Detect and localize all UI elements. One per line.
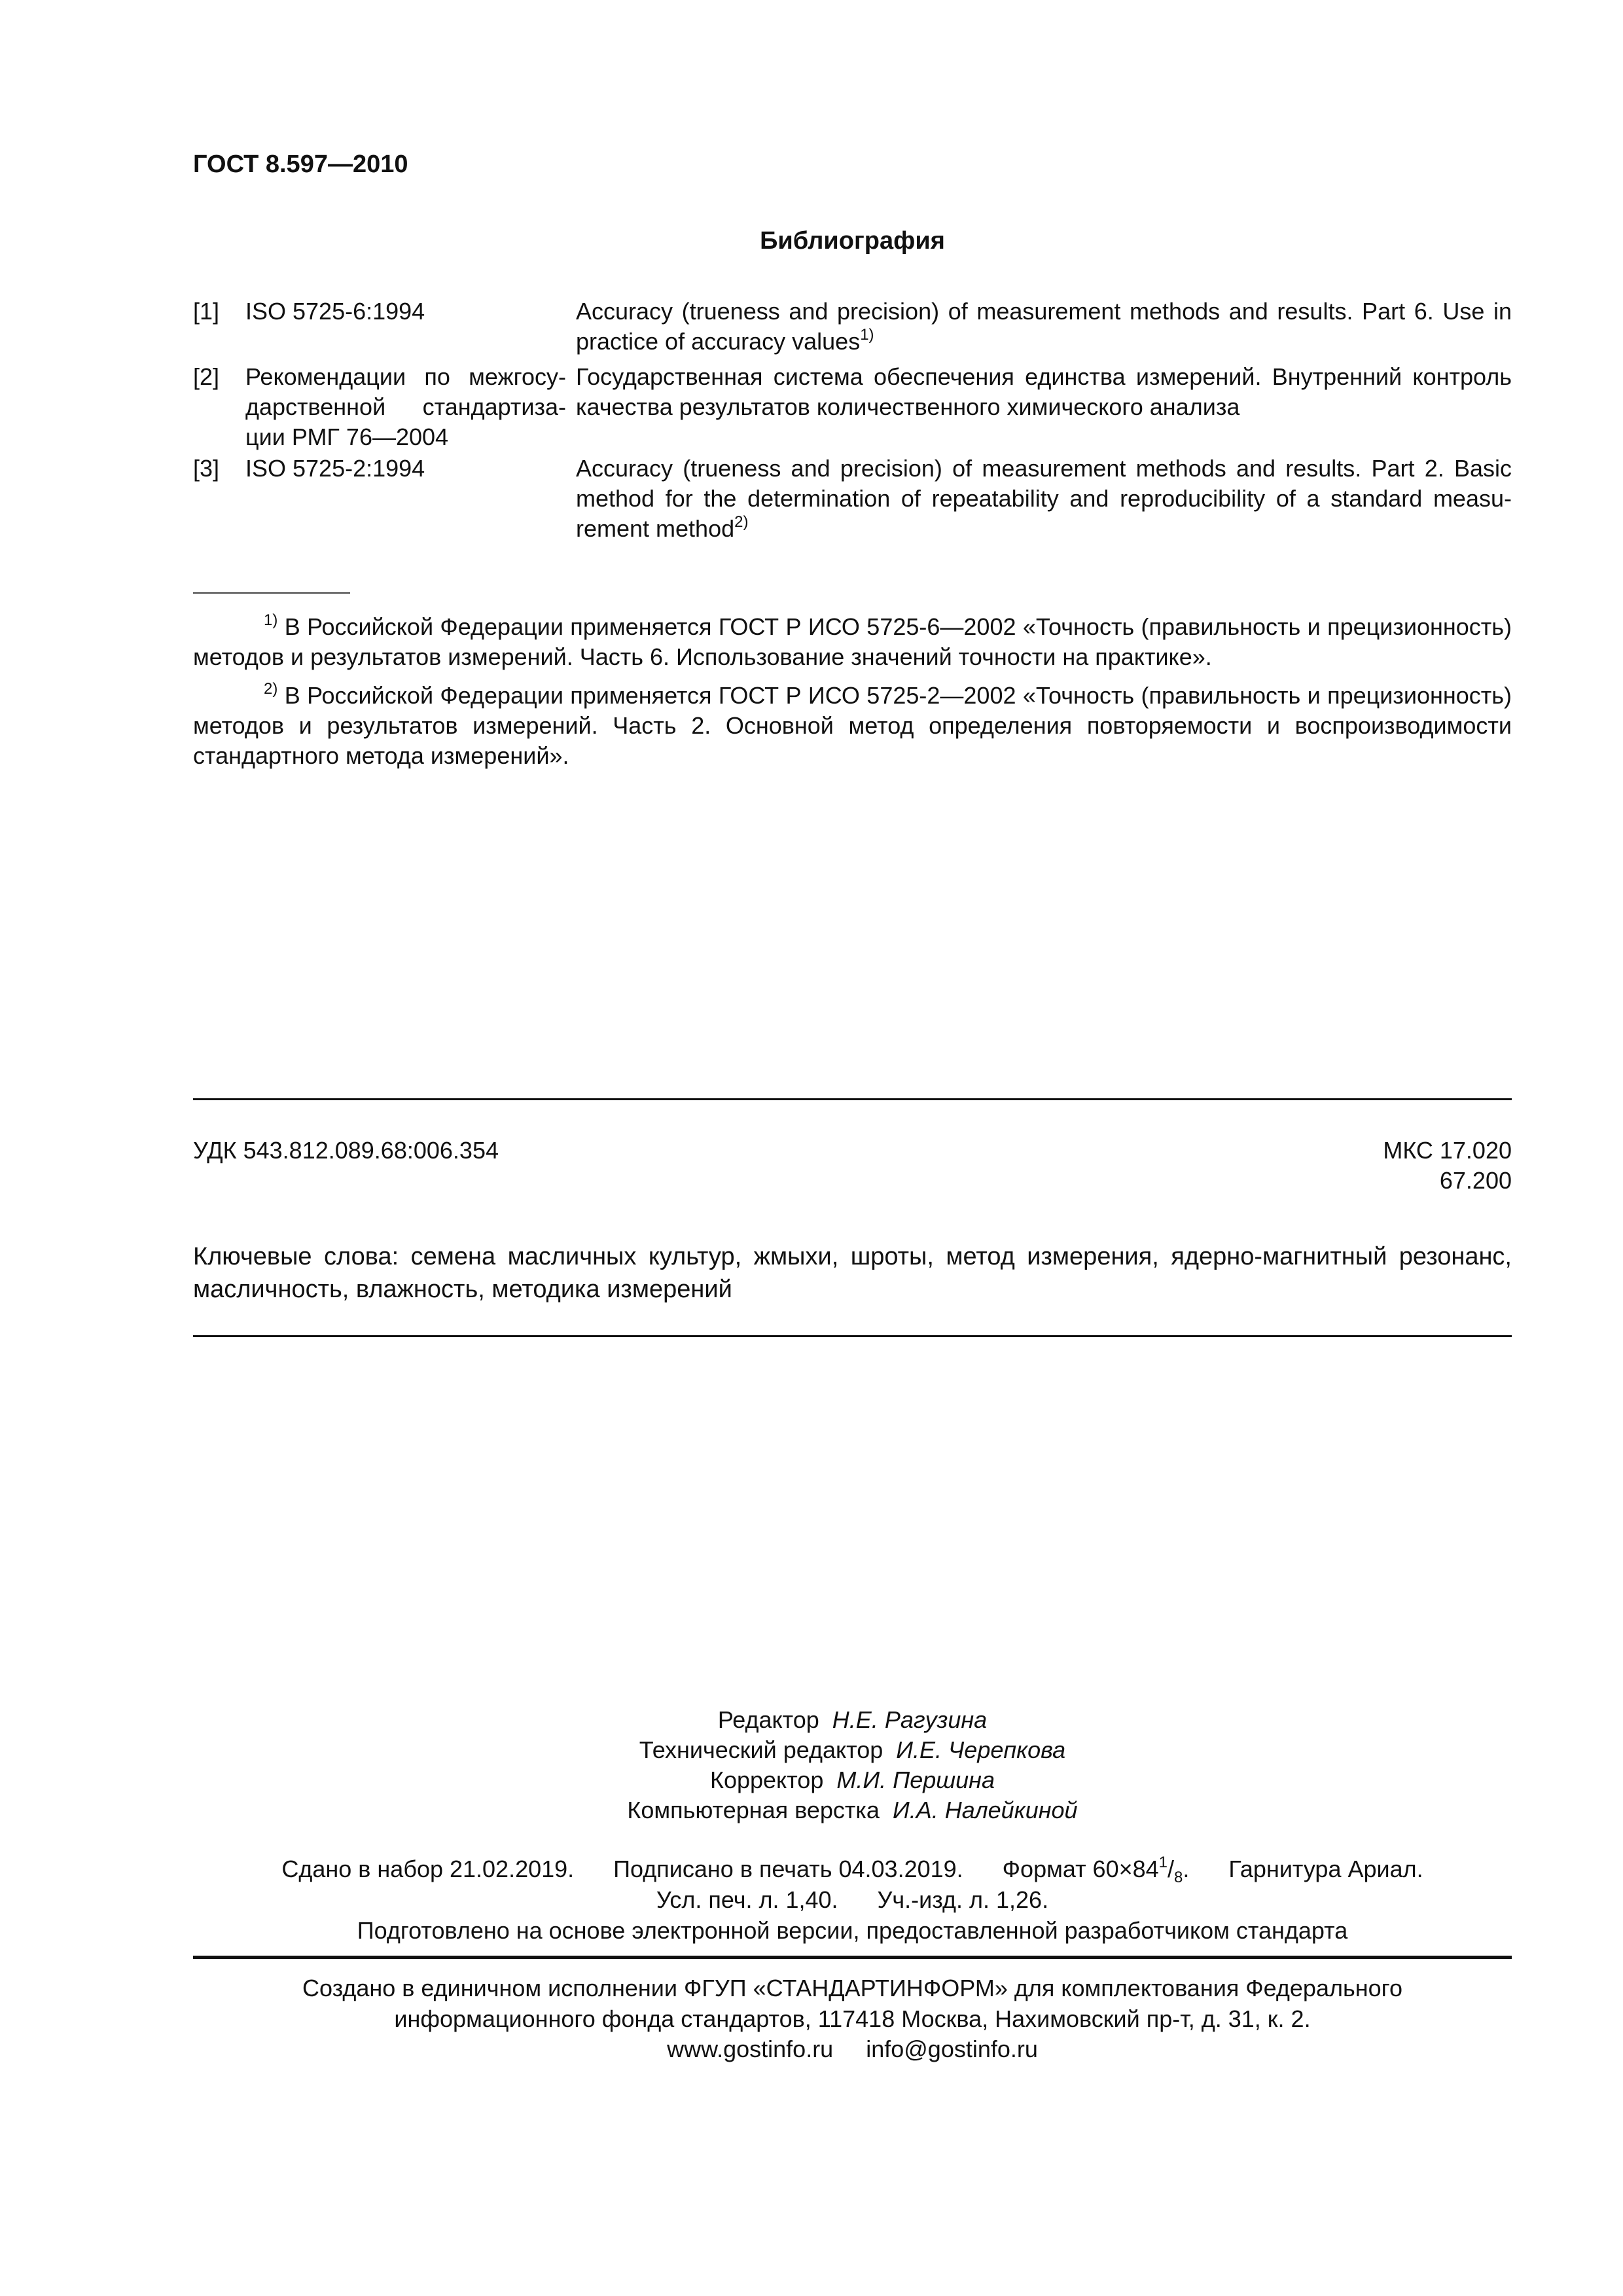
footnote-ref: 1) — [860, 326, 874, 344]
staff-line: Корректор М.И. Першина — [710, 1767, 995, 1793]
entry-title: Государственная система обеспечения единства измерений. Внутренний контроль качества результатов количественного химического анализа — [576, 363, 1512, 420]
mks-line: МКС 17.020 — [1383, 1137, 1512, 1164]
footnote-mark: 2) — [264, 680, 278, 698]
footnote-separator — [193, 592, 350, 594]
mks-code — [1178, 1136, 1512, 1196]
entry-number: [3] — [193, 455, 220, 482]
bibliography-title: Библиография — [760, 227, 945, 255]
creation-line — [0, 2034, 1623, 2064]
footnote-ref: 2) — [734, 513, 749, 531]
footnote-mark: 1) — [264, 611, 278, 629]
divider — [193, 1335, 1512, 1337]
entry-source: Рекомендации по межгосударственной стандартизации РМГ 76—2004 — [245, 363, 566, 450]
udk-code: УДК 543.812.089.68:006.354 — [193, 1137, 499, 1164]
print-line: Усл. печ. л. 1,40. Уч.-изд. л. 1,26. — [656, 1886, 1049, 1913]
keywords: Ключевые слова: семена масличных культур, жмыхи, шроты, метод измерения, ядерно-магнитный резонанс, масличность, влажность, методика измерений — [193, 1243, 1512, 1303]
footnote-text: В Российской Федерации применяется ГОСТ Р ИСО 5725-6—2002 «Точность (правильность и прецизионность) методов и результатов измерений. Часть 6. Использование значений точности на практике». — [193, 613, 1512, 670]
website-link[interactable]: www.gostinfo.ru — [667, 2036, 834, 2062]
entry-title: Accuracy (trueness and precision) of measurement methods and results. Part 6. Use in practice of accuracy values$^{1)}$ — [576, 298, 1512, 355]
document-code: ГОСТ 8.597—2010 — [193, 151, 408, 178]
entry-source: ISO 5725-6:1994 — [245, 298, 425, 325]
staff-line: Редактор Н.Е. Рагузина — [717, 1706, 988, 1733]
email-link[interactable]: info@gostinfo.ru — [866, 2036, 1038, 2062]
footnote-text: В Российской Федерации применяется ГОСТ Р ИСО 5725-2—2002 «Точность (правильность и прецизионность) методов и результатов измерений. Часть 2. Основной метод определения повторяемости и воспроизводимости стандартного метода измерений». — [193, 682, 1512, 769]
entry-number: [1] — [193, 298, 220, 325]
staff-line: Компьютерная верстка И.А. Налейкиной — [627, 1797, 1078, 1823]
divider — [193, 1956, 1512, 1959]
print-line: Сдано в набор 21.02.2019. Подписано в печать 04.03.2019. Формат $60\times 84^1/_8$. Гарнитура Ариал. — [281, 1854, 1423, 1886]
entry-number: [2] — [193, 363, 220, 390]
staff-line: Технический редактор И.Е. Черепкова — [639, 1736, 1066, 1763]
entry-source: ISO 5725-2:1994 — [245, 455, 425, 482]
creation-line: Создано в единичном исполнении ФГУП «СТАНДАРТИНФОРМ» для комплектования Федерального — [302, 1975, 1402, 2001]
mks-line: 67.200 — [1439, 1167, 1512, 1194]
footnote — [193, 612, 1512, 672]
footnote — [193, 681, 1512, 771]
divider — [193, 1098, 1512, 1100]
print-line: Подготовлено на основе электронной версии, предоставленной разработчиком стандарта — [357, 1917, 1348, 1944]
creation-line: информационного фонда стандартов, 117418 Москва, Нахимовский пр-т, д. 31, к. 2. — [394, 2005, 1311, 2032]
entry-title: Accuracy (trueness and precision) of measurement methods and results. Part 2. Basic method for the determination of repeatability and reproducibility of a standard measurement method$^{2)}$ — [576, 455, 1512, 542]
